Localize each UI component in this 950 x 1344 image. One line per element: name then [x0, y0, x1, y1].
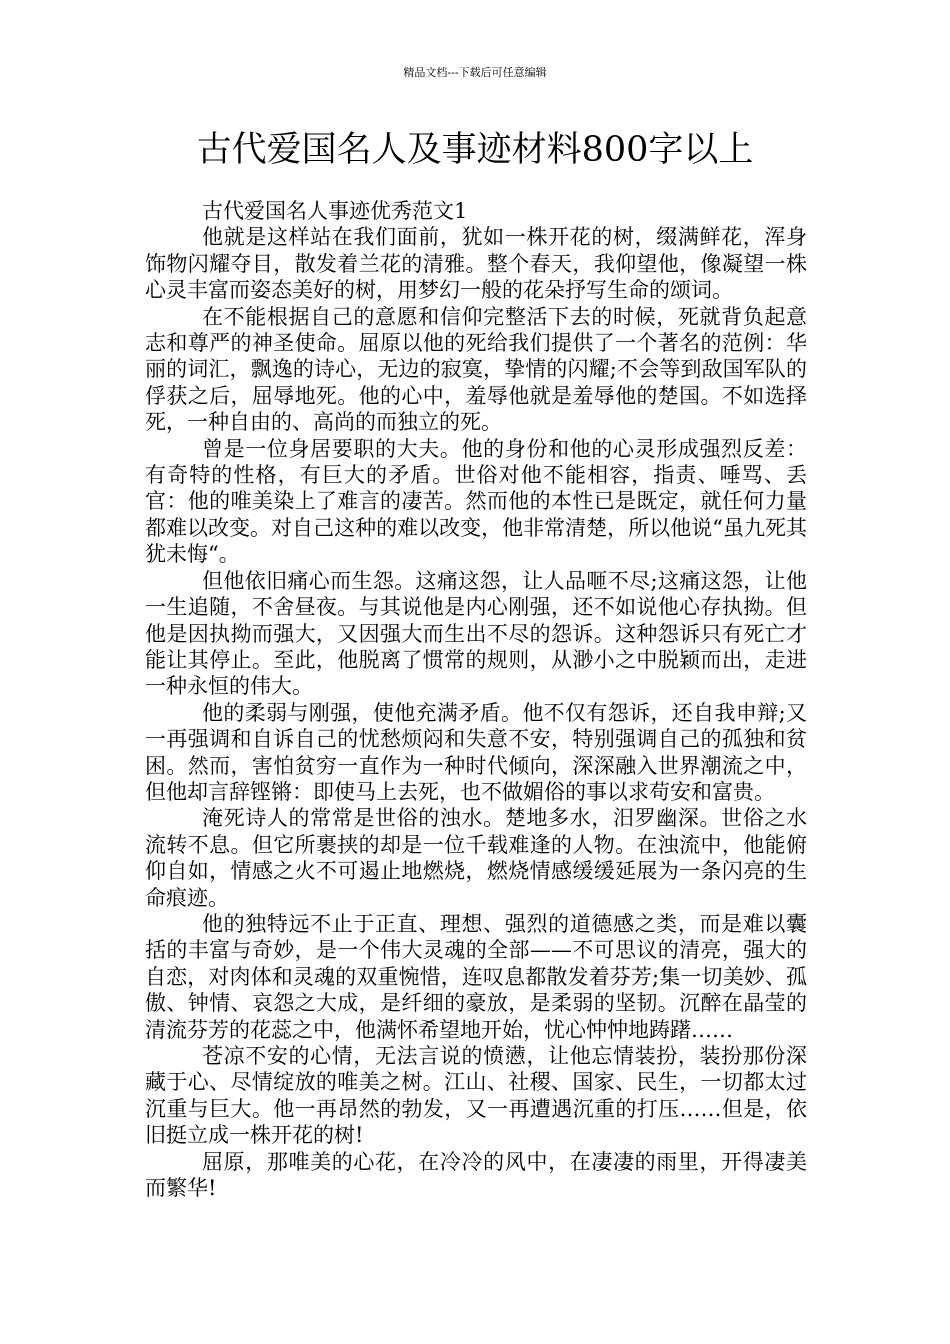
- paragraph: 他的独特远不止于正直、理想、强烈的道德感之类，而是难以囊括的丰富与奇妙，是一个伟大灵魂的全部——不可思议的清亮，强大的自恋，对肉体和灵魂的双重惋惜，连叹息都散发着芬芳;集一切美妙、孤傲、钟情、哀怨之大成，是纤细的豪放，是柔弱的坚韧。沉醉在晶莹的清流芬芳的花蕊之中，他满怀希望地开始，忧心忡忡地踌躇……: [145, 911, 807, 1042]
- paragraph: 淹死诗人的常常是世俗的浊水。楚地多水，汨罗幽深。世俗之水流转不息。但它所裹挟的却是一位千载难逢的人物。在浊流中，他能俯仰自如，情感之火不可遏止地燃烧，燃烧情感缓缓延展为一条闪亮的生命痕迹。: [145, 806, 807, 910]
- paragraph: 苍凉不安的心情，无法言说的愤懑，让他忘情装扮，装扮那份深藏于心、尽情绽放的唯美之树。江山、社稷、国家、民生，一切都太过沉重与巨大。他一再昂然的勃发，又一再遭遇沉重的打压……但是，依旧挺立成一株开花的树!: [145, 1044, 807, 1148]
- document-body: [145, 198, 807, 1201]
- paragraph: 他就是这样站在我们面前，犹如一株开花的树，缀满鲜花，浑身饰物闪耀夺目，散发着兰花的清雅。整个春天，我仰望他，像凝望一株心灵丰富而姿态美好的树，用梦幻一般的花朵抒写生命的颂词。: [145, 225, 807, 303]
- paragraph: 他的柔弱与刚强，使他充满矛盾。他不仅有怨诉，还自我申辩;又一再强调和自诉自己的忧愁烦闷和失意不安，特别强调自己的孤独和贫困。然而，害怕贫穷一直作为一种时代倾向，深深融入世界潮流之中，但他却言辞铿锵：即使马上去死，也不做媚俗的事以求苟安和富贵。: [145, 700, 807, 804]
- document-title: 古代爱国名人及事迹材料800字以上: [196, 130, 754, 170]
- section-subtitle: 古代爱国名人事迹优秀范文1: [202, 199, 468, 223]
- paragraph: 在不能根据自己的意愿和信仰完整活下去的时候，死就背负起意志和尊严的神圣使命。屈原以他的死给我们提供了一个著名的范例：华丽的词汇，飘逸的诗心，无边的寂寞，挚情的闪耀;不会等到敌国军队的俘获之后，屈辱地死。他的心中，羞辱他就是羞辱他的楚国。不如选择死，一种自由的、高尚的而独立的死。: [145, 304, 807, 435]
- paragraph: 曾是一位身居要职的大夫。他的身份和他的心灵形成强烈反差：有奇特的性格，有巨大的矛盾。世俗对他不能相容，指责、唾骂、丢官：他的唯美染上了难言的凄苦。然而他的本性已是既定，就任何力量都难以改变。对自己这种的难以改变，他非常清楚，所以他说“虽九死其犹未悔“。: [145, 436, 807, 567]
- page-header-note: 精品文档---下载后可任意编辑: [403, 66, 547, 79]
- paragraph: 屈原，那唯美的心花，在冷冷的风中，在凄凄的雨里，开得凄美而繁华!: [145, 1149, 807, 1201]
- paragraph: 但他依旧痛心而生怨。这痛这怨，让人品咂不尽;这痛这怨，让他一生追随，不舍昼夜。与其说他是内心刚强，还不如说他心存执拗。但他是因执拗而强大，又因强大而生出不尽的怨诉。这种怨诉只有死亡才能让其停止。至此，他脱离了惯常的规则，从渺小之中脱颖而出，走进一种永恒的伟大。: [145, 568, 807, 699]
